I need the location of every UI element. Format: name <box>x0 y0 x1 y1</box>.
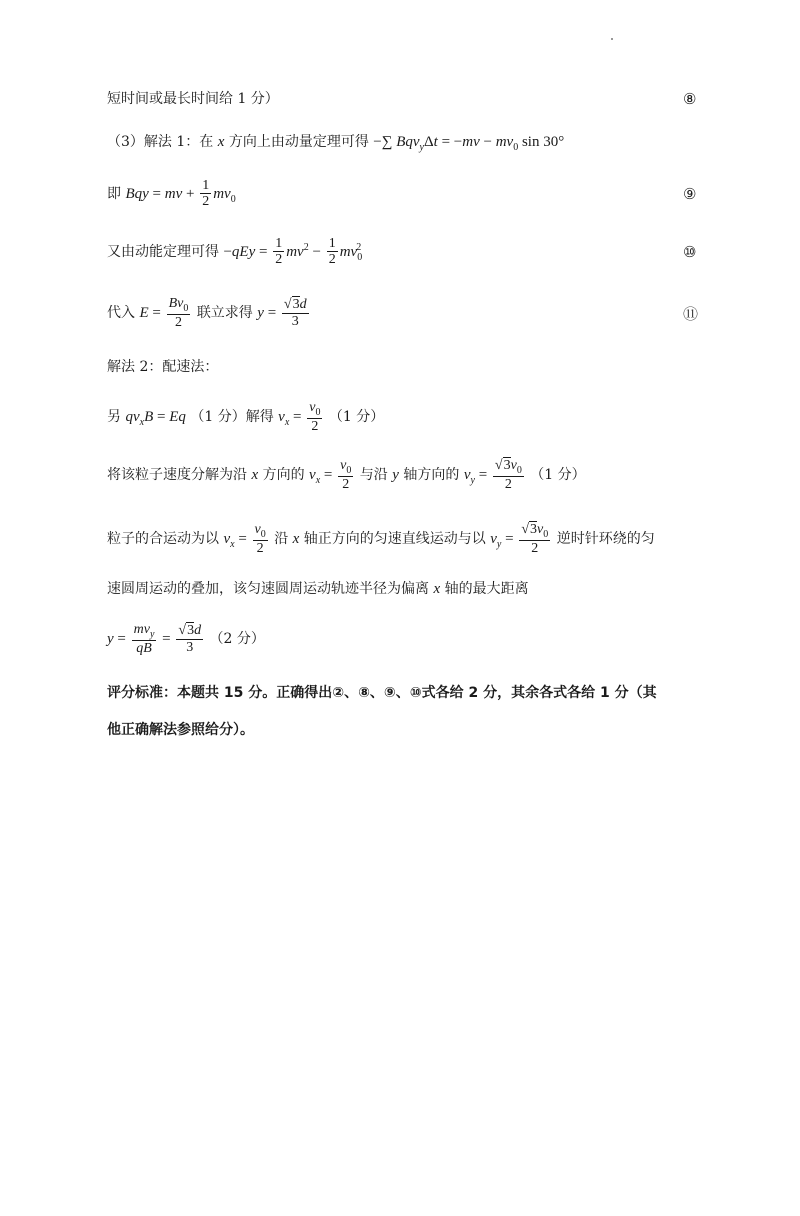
force-balance: $qv_xB = Eq$ <box>125 409 186 429</box>
vy-motion: $v_y$ = $\frac{√3v_0}{2}$ <box>490 522 549 556</box>
line-9-c: 逆时针环绕的匀 <box>556 531 655 548</box>
equation-number-10: ⑩ <box>683 243 697 261</box>
line-8-a: 方向的 <box>262 467 305 484</box>
equation-9: Bqy = mv + $\frac{1}{2}$ $mv_0$ <box>125 178 236 210</box>
line-7-prefix: 另 <box>107 409 121 426</box>
line-8-prefix: 将该粒子速度分解为沿 <box>107 467 247 484</box>
momentum-equation: −∑ $Bqv_y\Delta t = -mv - mv_0$ sin 30° <box>373 134 565 153</box>
var-x: x <box>433 581 441 597</box>
line-3-prefix: 即 <box>107 186 121 203</box>
text-line-11 <box>107 622 265 658</box>
text-line-3 <box>107 178 236 211</box>
line-7-b: （1 分） <box>328 409 385 426</box>
text-line-4 <box>107 236 361 269</box>
var-x: x <box>217 134 225 150</box>
equation-number-11: ⑪ <box>683 305 699 323</box>
scoring-text-2: 他正确解法参照给分）。 <box>107 722 254 738</box>
line-8-b: 与沿 <box>359 467 388 484</box>
equation-10: −qEy = $\frac{1}{2}$ $mv^2$ − $\frac{1}{2}$ $mv_0^2$ <box>223 236 363 268</box>
page-speck <box>611 38 613 40</box>
line-10-b: 轴的最大距离 <box>444 581 529 597</box>
line-10-text: 速圆周运动的叠加，该匀速圆周运动轨迹半径为偏离 <box>107 581 429 597</box>
line-1-text: 短时间或最长时间给 1 分） <box>107 91 279 107</box>
equation-11: y = $\frac{√3d}{3}$ <box>257 297 307 329</box>
vx-motion: $v_x$ = $\frac{v_0}{2}$ <box>223 522 266 556</box>
line-4-prefix: 又由动能定理可得 <box>107 244 219 261</box>
radius-equation: y = $\frac{mv_y}{qB}$ = $\frac{√3d}{3}$ <box>107 622 202 656</box>
equation-number-9: ⑨ <box>683 185 697 203</box>
var-x: x <box>292 531 300 548</box>
text-line-2 <box>107 135 564 153</box>
line-5-prefix: 代入 <box>107 305 135 322</box>
text-line-7 <box>107 400 384 436</box>
equation-number-8: ⑧ <box>683 90 697 108</box>
text-line-9 <box>107 522 655 558</box>
line-6-text: 解法 2：配速法： <box>107 359 219 375</box>
var-x: x <box>251 467 259 484</box>
line-8-d: （1 分） <box>530 467 586 484</box>
line-2-prefix: （3）解法 1：在 <box>107 134 214 150</box>
line-11-suffix: （2 分） <box>209 631 265 648</box>
line-8-c: 轴方向的 <box>403 467 460 484</box>
line-9-a: 沿 <box>274 531 289 548</box>
text-line-1 <box>107 92 279 106</box>
line-5-mid: 联立求得 <box>196 305 253 322</box>
line-9-prefix: 粒子的合运动为以 <box>107 531 219 548</box>
scoring-text-1: 评分标准：本题共 15 分。正确得出②、⑧、⑨、⑩式各给 2 分，其余各式各给 1 分（其 <box>107 685 657 701</box>
scoring-line-2 <box>107 723 254 737</box>
vx-result: $v_x$ = $\frac{v_0}{2}$ <box>278 400 321 434</box>
scoring-line-1 <box>107 686 657 700</box>
text-line-5 <box>107 296 311 332</box>
vx-decomp: $v_x$ = $\frac{v_0}{2}$ <box>309 458 352 492</box>
text-line-6 <box>107 360 218 374</box>
var-y: y <box>392 467 399 484</box>
text-line-10 <box>107 582 529 597</box>
vy-decomp: $v_y$ = $\frac{√3v_0}{2}$ <box>463 458 522 492</box>
text-line-8 <box>107 458 586 494</box>
field-expression: E = $\frac{Bv_0}{2}$ <box>139 296 189 330</box>
line-2-mid: 方向上由动量定理可得 <box>228 134 369 150</box>
line-7-a: （1 分）解得 <box>190 409 274 426</box>
line-9-b: 轴正方向的匀速直线运动与以 <box>303 531 486 548</box>
